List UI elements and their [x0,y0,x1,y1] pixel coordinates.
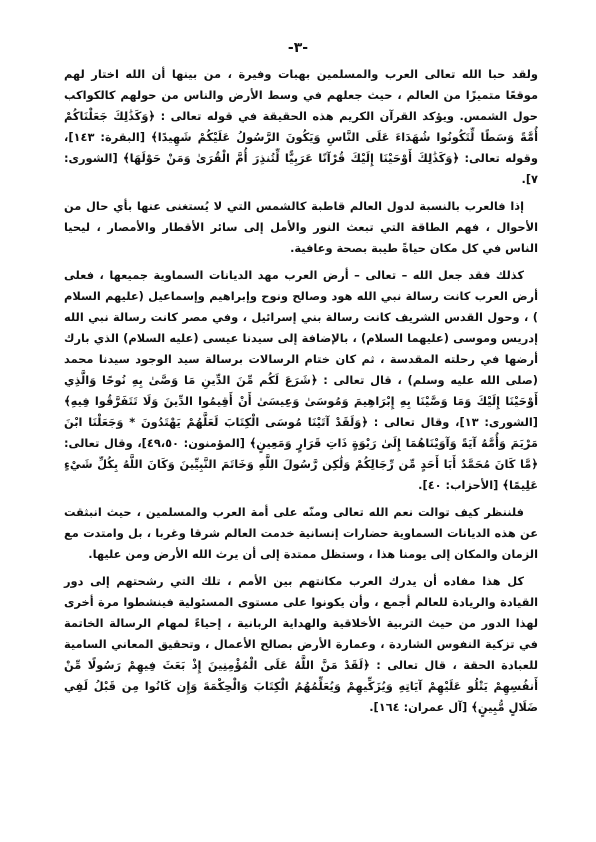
body-text [64,64,538,724]
paragraph-2: إذا فالعرب بالنسبة لدول العالم قاطبة كالشمس التي لا يُستغنى عنها بأي حال من الأحوال ، فهم الطاقة التي تبعث النور والأمل إلى سائر الأقطار والأمصار ، ليحيا الناس في كل مكان حياةً طيبة بصحة وعافية. [64,199,538,255]
page-number: -٣- [287,40,309,56]
paragraph-5: كل هذا مفاده أن يدرك العرب مكانتهم بين الأمم ، تلك التي رشحتهم إلى دور القيادة والريادة للعالم أجمع ، وأن يكونوا على مستوى المسئولية فينشطوا مرة أخرى لهذا الدور من حيث التربية الأخلاقية والهداية الربانية ، إحياءً لمهام الرسالة الخاتمة في تزكية النفوس الشاردة ، وعمارة الأرض بصالح الأعمال ، وتحقيق المعاني السامية للعبادة الحقة ، قال تعالى : ﴿لَقَدْ مَنَّ اللَّهُ عَلَى الْمُؤْمِنِينَ إِذْ بَعَثَ فِيهِمْ رَسُولًا مِّنْ أَنفُسِهِمْ يَتْلُو عَلَيْهِمْ آيَاتِهِ وَيُزَكِّيهِمْ وَيُعَلِّمُهُمُ الْكِتَابَ وَالْحِكْمَةَ وَإِن كَانُوا مِن قَبْلُ لَفِي ضَلَالٍ مُّبِينٍ﴾ [آل عمران: ١٦٤]. [64,574,538,714]
paragraph-1: ولقد حبا الله تعالى العرب والمسلمين بهبات وفيرة ، من بينها أن الله اختار لهم موقعًا متميزًا من العالم ، حيث جعلهم في وسط الأرض والناس من حولهم كالكواكب حول الشمس. ويؤكد القرآن الكريم هذه الحقيقة في قوله تعالى : ﴿وَكَذَٰلِكَ جَعَلْنَاكُمْ أُمَّةً وَسَطًا لِّتَكُونُوا شُهَدَاءَ عَلَى النَّاسِ وَيَكُونَ الرَّسُولُ عَلَيْكُمْ شَهِيدًا﴾ [البقرة: ١٤٣]، وقوله تعالى: ﴿وَكَذَٰلِكَ أَوْحَيْنَا إِلَيْكَ قُرْآنًا عَرَبِيًّا لِّتُنذِرَ أُمَّ الْقُرَىٰ وَمَنْ حَوْلَهَا﴾ [الشورى: ٧]. [64,67,538,186]
paragraph-3: كذلك فقد جعل الله – تعالى – أرض العرب مهد الديانات السماوية جميعها ، فعلى أرض العرب كانت رسالة نبي الله هود وصالح ونوح وإبراهيم وإسماعيل (عليهم السلام ) ، وحول القدس الشريف كانت رسالة بني إسرائيل ، وفي مصر كانت رسالة نبي الله إدريس وموسى (عليهما السلام) ، بالإضافة إلى سيدنا عيسى (عليه السلام) الذي بارك أرضها في رحلته المقدسة ، ثم كان ختام الرسالات برسالة سيد الوجود سيدنا محمد (صلى الله عليه وسلم) ، قال تعالى : ﴿شَرَعَ لَكُم مِّنَ الدِّينِ مَا وَصَّىٰ بِهِ نُوحًا وَالَّذِي أَوْحَيْنَا إِلَيْكَ وَمَا وَصَّيْنَا بِهِ إِبْرَاهِيمَ وَمُوسَىٰ وَعِيسَىٰ أَنْ أَقِيمُوا الدِّينَ وَلَا تَتَفَرَّقُوا فِيهِ﴾ [الشورى: ١٣]، وقال تعالى : ﴿وَلَقَدْ آتَيْنَا مُوسَى الْكِتَابَ لَعَلَّهُمْ يَهْتَدُونَ * وَجَعَلْنَا ابْنَ مَرْيَمَ وَأُمَّهُ آيَةً وَآوَيْنَاهُمَا إِلَىٰ رَبْوَةٍ ذَاتِ قَرَارٍ وَمَعِينٍ﴾ [المؤمنون: ٤٩،٥٠]، وقال تعالى: ﴿مَّا كَانَ مُحَمَّدٌ أَبَا أَحَدٍ مِّن رِّجَالِكُمْ وَلَٰكِن رَّسُولَ اللَّهِ وَخَاتَمَ النَّبِيِّينَ وَكَانَ اللَّهُ بِكُلِّ شَيْءٍ عَلِيمًا﴾ [الأحزاب: ٤٠]. [64,268,538,492]
paragraph-4: فلننظر كيف توالت نعم الله تعالى ومنّه على أمة العرب والمسلمين ، حيث انبثقت عن هذه الديانات السماوية حضارات إنسانية خدمت العالم شرقا وغربا ، بل وامتدت مع الزمان والمكان إلى يومنا هذا ، وستظل ممتدة إلى أن يرث الله الأرض ومن عليها. [64,505,538,561]
